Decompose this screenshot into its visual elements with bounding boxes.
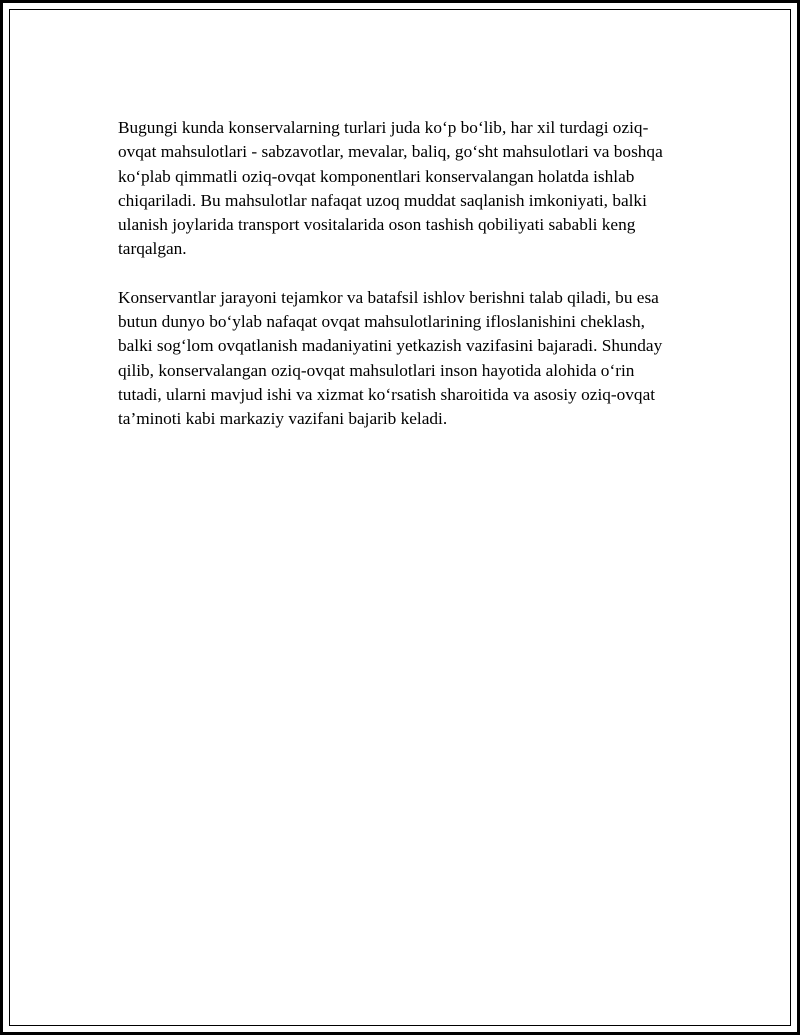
document-body [118, 116, 678, 456]
paragraph-2: Konservantlar jarayoni tejamkor va batafsil ishlov berishni talab qiladi, bu esa butun dunyo bo‘ylab nafaqat ovqat mahsulotlarining ifloslanishini cheklash, balki sog‘lom ovqatlanish madaniyatini yetkazish vazifasini bajaradi. Shunday qilib, konservalangan oziq-ovqat mahsulotlari inson hayotida alohida o‘rin tutadi, ularni mavjud ishi va xizmat ko‘rsatish sharoitida va asosiy oziq-ovqat ta’minoti kabi markaziy vazifani bajarib keladi. [118, 287, 663, 429]
paragraph-1: Bugungi kunda konservalarning turlari juda ko‘p bo‘lib, har xil turdagi oziq-ovqat mahsulotlari - sabzavotlar, mevalar, baliq, go‘sht mahsulotlari va boshqa ko‘plab qimmatli oziq-ovqat komponentlari konservalangan holatda ishlab chiqariladi. Bu mahsulotlar nafaqat uzoq muddat saqlanish imkoniyati, balki ulanish joylarida transport vositalarida oson tashish qobiliyati sababli keng tarqalgan. [118, 118, 663, 259]
